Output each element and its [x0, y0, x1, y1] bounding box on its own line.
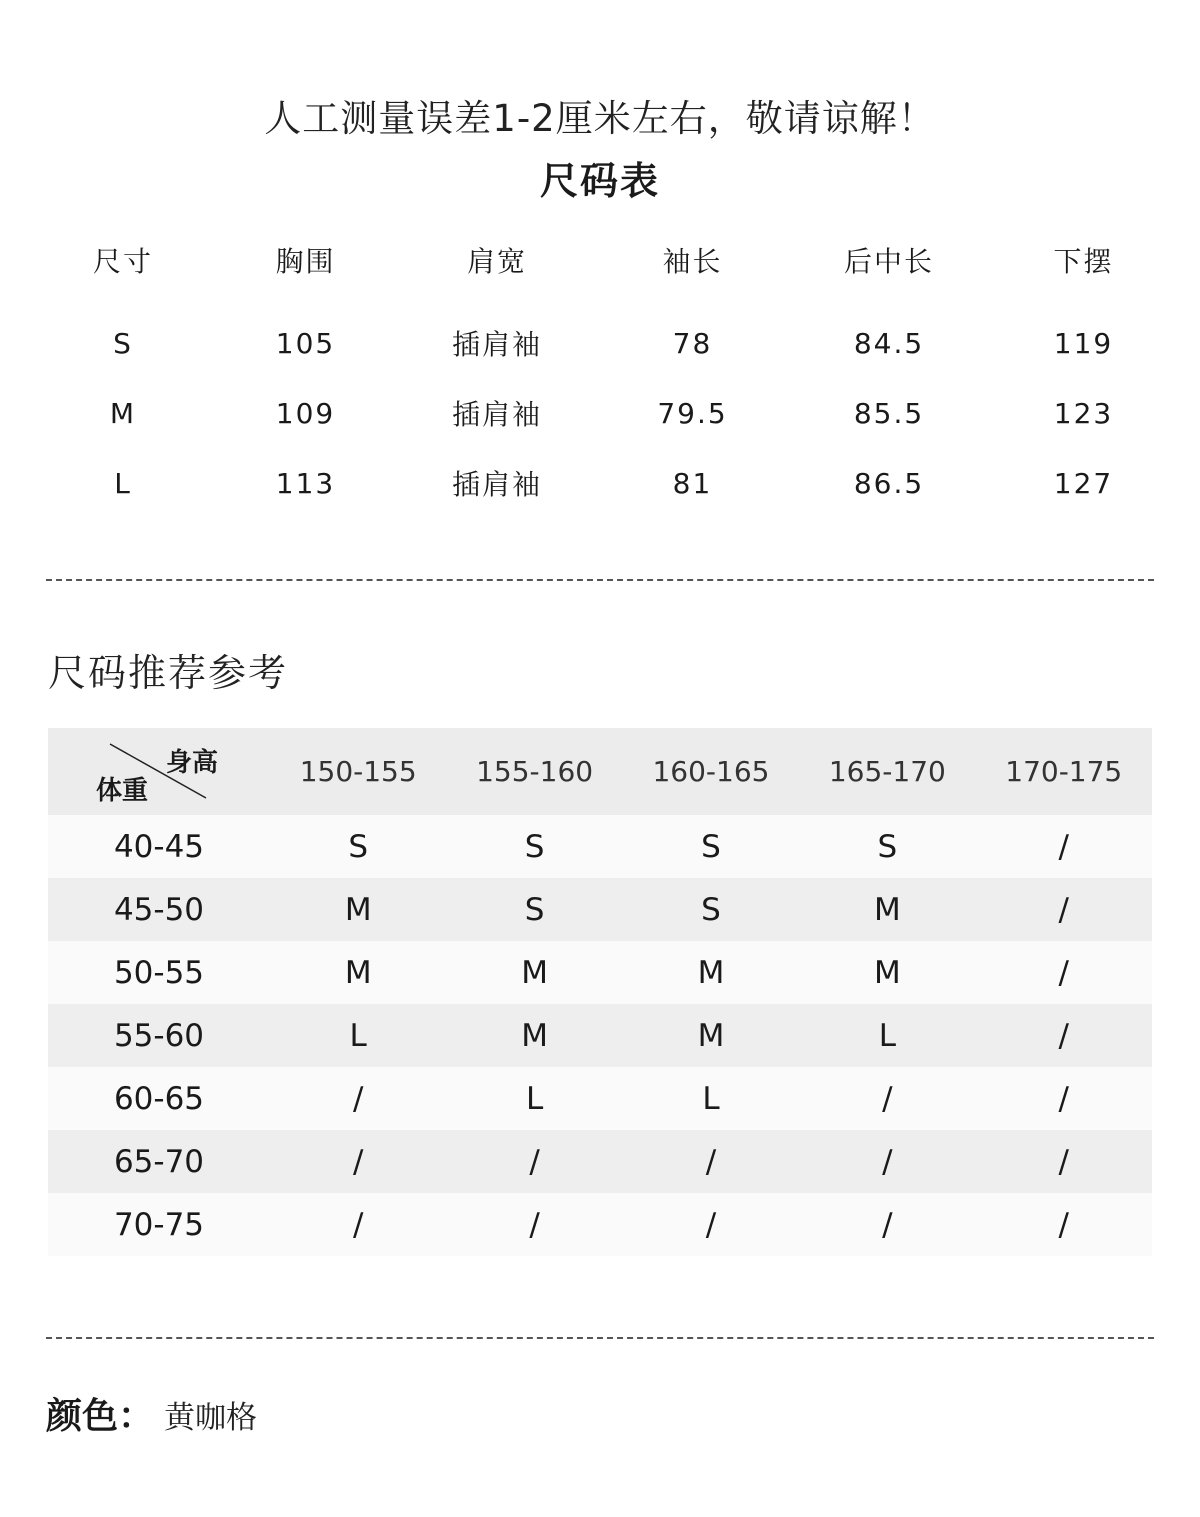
measurement-notice: 人工测量误差1-2厘米左右，敬请谅解！: [264, 97, 936, 140]
size-cell: /: [352, 1080, 364, 1117]
weight-cell: 45-50: [113, 891, 205, 928]
size-cell: M: [873, 891, 901, 928]
color-label: 颜色：: [46, 1396, 155, 1437]
size-cell: L: [525, 1080, 544, 1117]
dashed-divider: [46, 579, 1154, 581]
cell: 81: [672, 466, 713, 500]
size-cell: /: [529, 1206, 540, 1243]
size-cell: S: [524, 891, 545, 928]
size-chart-header-row: [28, 232, 1173, 288]
size-chart-row: [28, 448, 1173, 518]
cell: 84.5: [853, 326, 925, 360]
size-cell: /: [882, 1206, 893, 1243]
cell: 86.5: [853, 466, 925, 500]
size-cell: /: [705, 1143, 717, 1180]
cell: 插肩袖: [451, 468, 542, 501]
height-header: 150-155: [299, 755, 417, 788]
cell: 119: [1053, 326, 1114, 360]
recommend-row: [48, 1193, 1152, 1256]
size-cell: M: [344, 954, 372, 991]
cell: 113: [275, 466, 336, 500]
size-cell: M: [873, 954, 901, 991]
cell: 插肩袖: [451, 398, 542, 431]
size-cell: M: [697, 1017, 725, 1054]
recommend-row: [48, 815, 1152, 878]
weight-cell: 70-75: [113, 1206, 205, 1243]
weight-cell: 60-65: [113, 1080, 205, 1117]
size-cell: M: [521, 954, 548, 991]
size-cell: M: [521, 1017, 548, 1054]
header-size: 尺寸: [92, 245, 153, 278]
header-hem: 下摆: [1053, 245, 1114, 278]
size-cell: /: [1058, 1080, 1069, 1117]
recommend-row: [48, 941, 1152, 1004]
size-cell: M: [697, 954, 725, 991]
size-cell: S: [701, 891, 721, 928]
size-chart-row: [28, 378, 1173, 448]
cell: 123: [1053, 396, 1114, 430]
size-cell: /: [1058, 891, 1069, 928]
size-cell: /: [1058, 828, 1069, 865]
cell: M: [109, 396, 137, 430]
weight-cell: 65-70: [113, 1143, 205, 1180]
height-header: 170-175: [1005, 755, 1123, 788]
size-chart-table: [28, 232, 1173, 518]
size-chart-row: [28, 308, 1173, 378]
recommend-title: 尺码推荐参考: [48, 651, 289, 695]
size-cell: /: [1058, 1143, 1069, 1180]
size-recommend-table: [48, 728, 1152, 1256]
cell: 105: [275, 326, 336, 360]
color-value: 黄咖格: [164, 1400, 258, 1436]
diagonal-line-icon: [48, 728, 270, 815]
size-cell: /: [352, 1206, 364, 1243]
size-cell: S: [701, 828, 721, 865]
recommend-row: [48, 1004, 1152, 1067]
cell: 插肩袖: [451, 328, 542, 361]
size-chart-title: 尺码表: [539, 159, 660, 203]
size-cell: /: [1058, 954, 1069, 991]
size-cell: /: [352, 1143, 364, 1180]
size-cell: /: [882, 1080, 893, 1117]
color-info: [46, 1388, 257, 1439]
weight-cell: 40-45: [113, 828, 205, 865]
cell: 78: [672, 326, 713, 360]
cell: L: [114, 466, 132, 500]
header-chest: 胸围: [275, 245, 336, 278]
weight-cell: 55-60: [113, 1017, 205, 1054]
size-cell: /: [1058, 1206, 1069, 1243]
recommend-row: [48, 1130, 1152, 1193]
corner-header-cell: [48, 728, 270, 815]
header-shoulder: 肩宽: [466, 245, 527, 278]
header-sleeve: 袖长: [662, 245, 723, 278]
size-cell: S: [524, 828, 545, 865]
weight-cell: 50-55: [113, 954, 205, 991]
recommend-header-row: [48, 728, 1152, 815]
size-cell: L: [878, 1017, 896, 1054]
size-cell: /: [529, 1143, 540, 1180]
size-cell: /: [1058, 1017, 1069, 1054]
cell: 127: [1053, 466, 1114, 500]
size-cell: M: [344, 891, 372, 928]
size-cell: /: [882, 1143, 893, 1180]
height-header: 160-165: [652, 755, 770, 788]
dashed-divider: [46, 1337, 1154, 1339]
recommend-row: [48, 1067, 1152, 1130]
size-cell: /: [705, 1206, 717, 1243]
size-cell: S: [877, 828, 898, 865]
size-cell: L: [349, 1017, 367, 1054]
recommend-row: [48, 878, 1152, 941]
cell: 85.5: [853, 396, 925, 430]
height-header: 165-170: [828, 755, 946, 788]
size-cell: S: [348, 828, 369, 865]
weight-axis-label: 体重: [96, 776, 149, 806]
cell: 79.5: [657, 396, 728, 430]
header-back-length: 后中长: [843, 245, 934, 278]
cell: 109: [275, 396, 336, 430]
cell: S: [113, 326, 133, 360]
height-axis-label: 身高: [166, 748, 219, 778]
size-cell: L: [702, 1080, 720, 1117]
height-header: 155-160: [476, 755, 594, 788]
